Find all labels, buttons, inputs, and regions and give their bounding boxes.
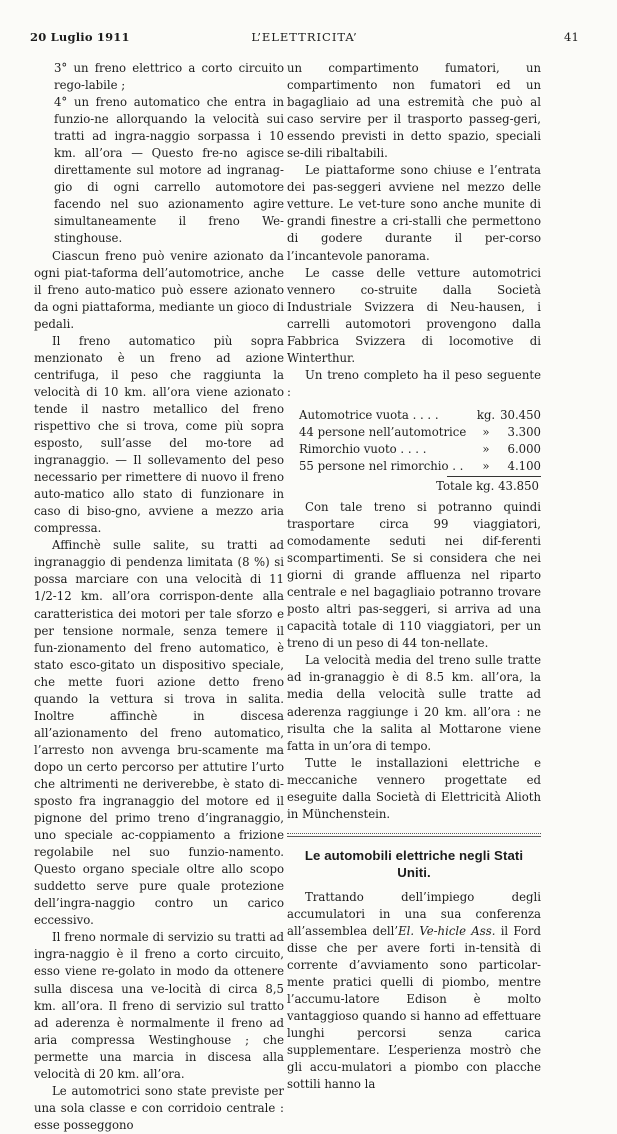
paragraph: un compartimento fumatori, un compartimento non fumatori ed un bagagliaio ad una estremità che può al caso servire per il trasporto passeg-geri, essendo previsti in detto spazio, speciali se-dili ribaltabili. bbox=[287, 61, 541, 161]
table-row bbox=[287, 407, 541, 424]
sum-rule bbox=[447, 476, 541, 477]
weight-label: 55 persone nel rimorchio . . bbox=[299, 458, 464, 473]
table-row bbox=[287, 441, 541, 458]
paragraph: Tutte le installazioni elettriche e meccaniche vennero progettate ed eseguite dalla Società di Elettricità Alioth in Münchenstein. bbox=[287, 755, 541, 821]
total-label: Totale kg. bbox=[436, 478, 495, 493]
paragraph: 4° un freno automatico che entra in funzio-ne allorquando la velocità sui tratti ad ingra-naggio sorpassa i 10 km. all’ora — Questo fre-no agisce direttamente sul motore ad ingranag-gio di ogni carrello automotore facendo nel suo azionamento agire simultaneamente il freno We-stinghouse. bbox=[54, 95, 284, 246]
weight-label: 44 persone nell’automotrice bbox=[299, 424, 467, 439]
paragraph: Affinchè sulle salite, su tratti ad ingranaggio di pendenza limitata (8 %) si possa marciare con una velocità di 11 1/2-12 km. all’ora corrispon-dente alla caratteristica dei motori per tale sforzo e per tensione normale, senza temere il fun-zionamento del freno automatico, è stato esco-gitato un dispositivo speciale, che mette fuori azione detto freno quando la vettura si trova in salita. Inoltre affinchè in discesa all’azionamento del freno automatico, l’arresto non avvenga bru-scamente ma dopo un certo percorso per attutire l’urto che altrimenti ne deriverebbe, è stato di-sposto fra ingranaggio del motore ed il pignone del primo treno d’ingranaggio, uno speciale ac-coppiamento a frizione regolabile nel suo funzio-namento. Questo organo speciale oltre allo scopo suddetto serve pure quale protezione dell’ingra-naggio contro un carico eccessivo. bbox=[34, 538, 284, 928]
right-column bbox=[287, 60, 541, 1093]
weight-value: 3.300 bbox=[507, 424, 541, 439]
weight-table bbox=[287, 407, 541, 495]
paragraph: La velocità media del treno sulle tratte ad in-granaggio è di 8.5 km. all’ora, la media della velocità sulle tratte ad aderenza raggiunge i 20 km. all’ora : ne risulta che la salita al Mottarone viene fatta in un’ora di tempo. bbox=[287, 653, 541, 753]
left-column bbox=[34, 60, 284, 1134]
weight-label: Automotrice vuota . . . . bbox=[299, 407, 439, 422]
table-row bbox=[287, 424, 541, 441]
paragraph-text: Trattando dell’impiego degli accumulatori in una sua conferenza all’assemblea dell’ bbox=[287, 889, 541, 939]
weight-unit: » bbox=[482, 441, 490, 456]
paragraph: Un treno completo ha il peso seguente : bbox=[287, 367, 541, 399]
paragraph: Le automotrici sono state previste per una sola classe e con corridoio centrale : esse posseggono bbox=[34, 1083, 284, 1132]
paragraph-text: il Ford disse che per avere forti in-tensità di corrente d’avviamento sono particolar-mente pratici quelli di piombo, mentre l’accumu-latore Edison è molto vantaggioso quando si hanno ad effettuare lunghi percorsi senza carica supplementare. L’esperienza mostrò che gli accu-mulatori a piombo con placche sottili hanno la bbox=[287, 924, 542, 1092]
paragraph bbox=[287, 889, 541, 1094]
table-row bbox=[287, 458, 541, 475]
page-number: 41 bbox=[563, 30, 579, 44]
paragraph: Ciascun freno può venire azionato da ogni piat-taforma dell’automotrice, anche il freno auto-matico può essere azionato da ogni piattaforma, mediante un gioco di pedali. bbox=[34, 248, 284, 331]
weight-total bbox=[287, 478, 541, 495]
weight-value: 4.100 bbox=[507, 458, 541, 473]
weight-unit: kg. bbox=[476, 407, 496, 422]
weight-value: 6.000 bbox=[507, 441, 541, 456]
paragraph: Il freno automatico più sopra menzionato è un freno ad azione centrifuga, il peso che raggiunta la velocità di 10 km. all’ora viene azionato tende il nastro metallico del freno rispettivo che si trova, come più sopra esposto, sull’asse del mo-tore ad ingranaggio. — Il sollevamento del peso necessario per rimettere di nuovo il freno auto-matico allo stato di funzionare in caso di biso-gno, avviene a mezzo aria compressa. bbox=[34, 333, 284, 536]
issue-date: 20 Luglio 1911 bbox=[30, 30, 130, 44]
weight-label: Rimorchio vuoto . . . . bbox=[299, 441, 427, 456]
paragraph: Con tale treno si potranno quindi trasportare circa 99 viaggiatori, comodamente seduti nei dif-ferenti scompartimenti. Se si considera che nei giorni di grande affluenza nel riparto centrale e nel bagagliaio potranno trovare posto altri pas-seggeri, si arriva ad una capacità totale di 110 viaggiatori, per un treno di un peso di 44 ton-nellate. bbox=[287, 499, 541, 651]
journal-title: L’ELETTRICITA’ bbox=[251, 30, 358, 44]
weight-unit: » bbox=[482, 424, 490, 439]
section-title: Le automobili elettriche negli Stati Uniti. bbox=[304, 847, 524, 880]
weight-value: 30.450 bbox=[500, 407, 541, 422]
paragraph: Le casse delle vetture automotrici vennero co-struite dalla Società Industriale Svizzera di Neu-hausen, i carrelli automotori provengono dalla Fabbrica Svizzera di locomotive di Winterthur. bbox=[287, 265, 541, 365]
italic-reference: El. Ve-hicle Ass. bbox=[398, 924, 496, 939]
page-header bbox=[30, 30, 579, 50]
section-divider bbox=[287, 833, 541, 837]
weight-unit: » bbox=[482, 458, 490, 473]
total-value: 43.850 bbox=[498, 478, 539, 493]
paragraph: Il freno normale di servizio su tratti ad ingra-naggio è il freno a corto circuito, esso viene re-golato in modo da ottenere sulla discesa una ve-locità di circa 8,5 km. all’ora. Il freno di servizio sul tratto ad aderenza è normalmente il freno ad aria compressa Westinghouse ; che permette una marcia in discesa alla velocità di 20 km. all’ora. bbox=[34, 930, 284, 1081]
paragraph: 3° un freno elettrico a corto circuito rego-labile ; bbox=[54, 61, 284, 93]
paragraph: Le piattaforme sono chiuse e l’entrata dei pas-seggeri avviene nel mezzo delle vetture. Le vet-ture sono anche munite di grandi finestre a cri-stalli che permettono di godere durante il per-corso l’incantevole panorama. bbox=[287, 163, 541, 263]
